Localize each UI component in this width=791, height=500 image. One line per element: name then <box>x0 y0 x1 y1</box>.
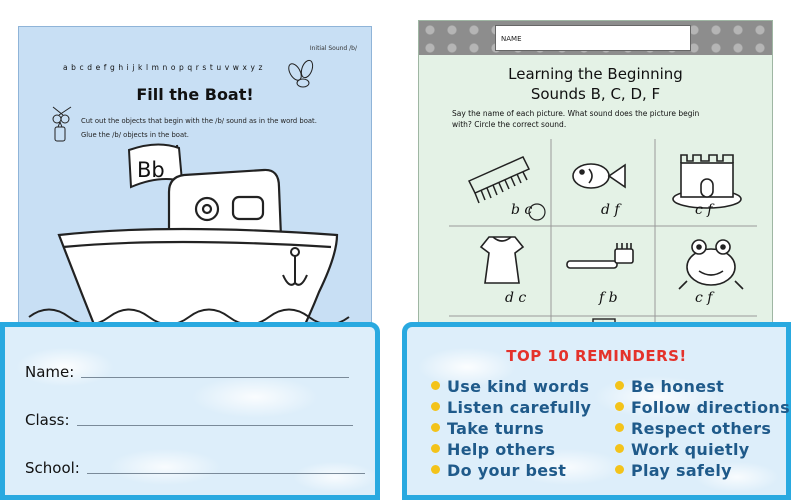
class-line <box>77 425 353 426</box>
sound-choice: c f <box>695 290 713 306</box>
reminder-item: Be honest <box>615 377 724 396</box>
reminder-item: Play safely <box>615 461 732 480</box>
boat-illustration <box>19 27 372 336</box>
alphabet-strip: a b c d e f g h i j k l m n o p q r s t u v w x y z <box>63 63 264 72</box>
bullet-icon <box>615 444 624 453</box>
sound-choice: d c <box>505 290 527 306</box>
bullet-icon <box>431 402 440 411</box>
reminders-title: TOP 10 REMINDERS! <box>506 347 687 365</box>
reminder-item: Help others <box>431 440 555 459</box>
bullet-icon <box>615 423 624 432</box>
reminder-item: Listen carefully <box>431 398 591 417</box>
flag-letters: Bb <box>137 158 165 182</box>
fish-icon <box>573 164 625 188</box>
bullet-icon <box>431 465 440 474</box>
sound-choice: b c <box>511 202 533 218</box>
bullet-icon <box>615 465 624 474</box>
reminder-item: Use kind words <box>431 377 589 396</box>
reminder-item: Follow directions <box>615 398 790 417</box>
sound-choice: f b <box>599 290 618 306</box>
picture-grid <box>419 21 773 336</box>
name-label: Name: <box>25 363 75 381</box>
worksheet-title-line1: Learning the Beginning <box>508 65 683 83</box>
worksheet-instruction: Cut out the objects that begin with the /b/ sound as in the word boat. <box>81 117 317 125</box>
sound-choice: d f <box>601 202 620 218</box>
bullet-icon <box>431 444 440 453</box>
school-label: School: <box>25 459 80 477</box>
castle-cake-icon <box>673 155 741 208</box>
bullet-icon <box>431 381 440 390</box>
sound-choice: c f <box>695 202 713 218</box>
worksheet-title: Fill the Boat! <box>136 85 254 104</box>
dress-icon <box>481 237 523 283</box>
beginning-sounds-worksheet <box>418 20 773 336</box>
reminder-item: Take turns <box>431 419 544 438</box>
class-label: Class: <box>25 411 70 429</box>
reminders-pocket[interactable] <box>402 322 791 500</box>
worksheet-instruction: with? Circle the correct sound. <box>452 120 567 129</box>
glue-icon <box>55 122 65 141</box>
leaf-icon <box>286 59 315 87</box>
left-folder <box>0 0 395 500</box>
student-info-pocket[interactable] <box>0 322 380 500</box>
reminder-item: Respect others <box>615 419 771 438</box>
school-line <box>87 473 365 474</box>
worksheet-instruction: Say the name of each picture. What sound does the picture begin <box>452 109 700 118</box>
reminder-item: Work quietly <box>615 440 750 459</box>
comb-icon <box>469 157 529 203</box>
bullet-icon <box>615 381 624 390</box>
name-line <box>81 377 349 378</box>
worksheet-corner-label: Initial Sound /b/ <box>309 45 357 52</box>
fill-the-boat-worksheet <box>18 26 372 336</box>
boat-cabin <box>169 170 281 237</box>
toothbrush-icon <box>567 243 633 268</box>
scissors-icon <box>53 107 71 123</box>
worksheet-instruction: Glue the /b/ objects in the boat. <box>81 131 189 139</box>
bullet-icon <box>615 402 624 411</box>
name-box-label: NAME <box>501 35 522 43</box>
bullet-icon <box>431 423 440 432</box>
reminder-item: Do your best <box>431 461 566 480</box>
frog-icon <box>679 240 743 289</box>
worksheet-title-line2: Sounds B, C, D, F <box>530 85 661 103</box>
